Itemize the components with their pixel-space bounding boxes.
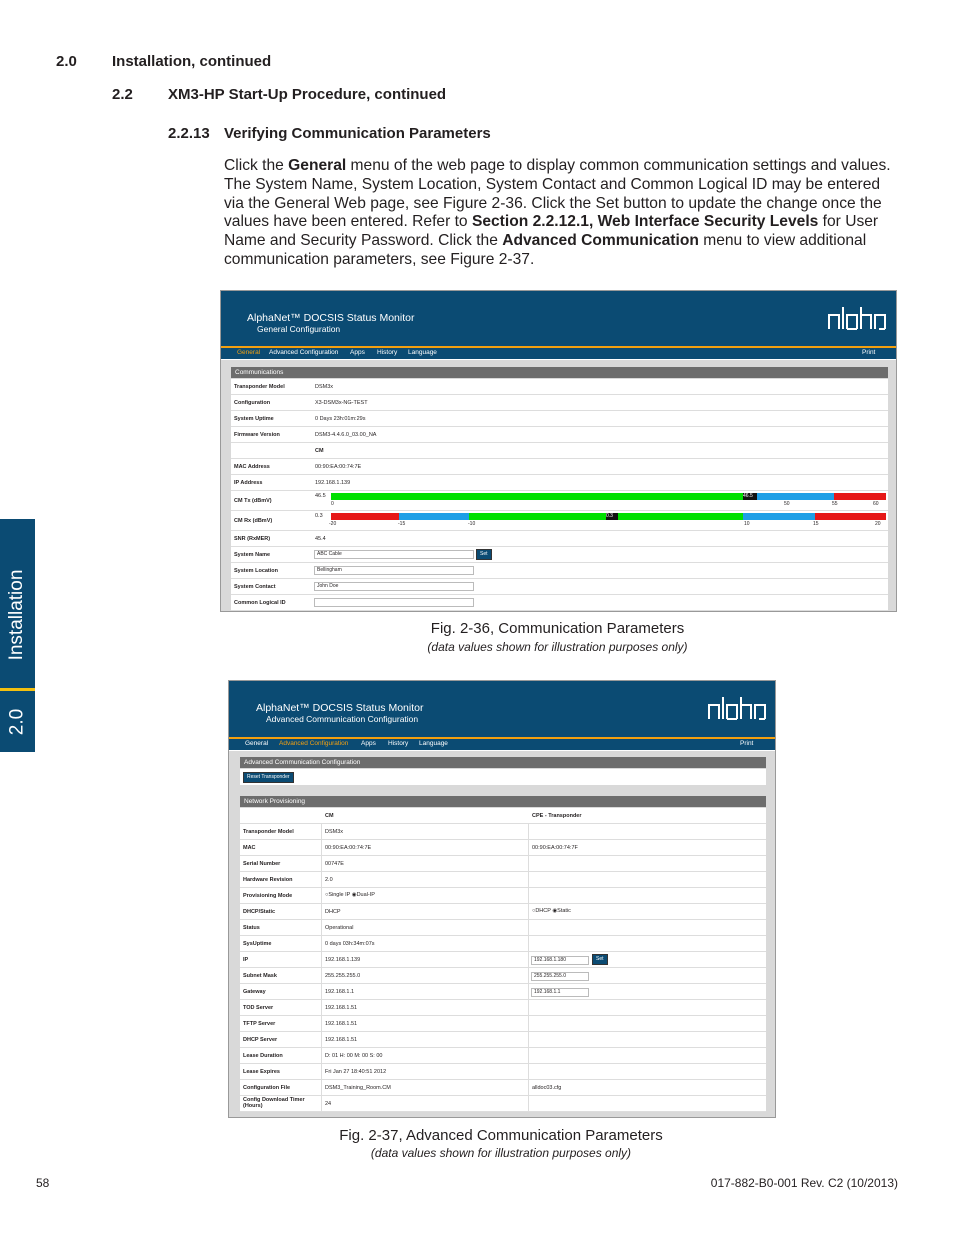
column-divider	[321, 856, 322, 871]
nav-apps[interactable]: Apps	[361, 740, 376, 747]
table-row	[240, 888, 766, 904]
snr-row: SNR (RxMER) 45.4	[231, 531, 888, 547]
cpe-input[interactable]: 255.255.255.0	[531, 972, 589, 981]
table-row: Configuration X3-DSM3x-NG-TEST	[231, 395, 888, 411]
row-label: TFTP Server	[243, 1021, 276, 1027]
figure-2-36-caption: Fig. 2-36, Communication Parameters	[430, 620, 685, 637]
table-row: Transponder Model DSM3x	[231, 379, 888, 395]
cpe-input[interactable]: 192.168.1.1	[531, 988, 589, 997]
nav-history[interactable]: History	[388, 740, 409, 747]
column-divider	[321, 936, 322, 951]
row-label: SysUptime	[243, 941, 272, 947]
banner	[229, 681, 775, 738]
table-row: IP Address 192.168.1.139	[231, 475, 888, 491]
app-title: AlphaNet™ DOCSIS Status Monitor	[256, 702, 424, 714]
rx-red-bar-right	[815, 513, 886, 520]
table-row	[240, 1080, 766, 1096]
common-logical-id-input[interactable]	[314, 598, 474, 607]
row-label: Subnet Mask	[243, 973, 277, 979]
table-row	[240, 968, 766, 984]
heading-section-number: 2.0	[56, 53, 77, 70]
reset-panel	[240, 769, 766, 785]
tx-green-bar	[331, 493, 743, 500]
provisioning-table	[240, 808, 766, 1118]
row-label: IP	[243, 957, 249, 963]
column-divider	[321, 904, 322, 919]
rx-marker: 0.3	[606, 513, 618, 520]
row-label: Transponder Model	[243, 829, 294, 835]
column-divider	[321, 1000, 322, 1015]
nav-print[interactable]: Print	[740, 740, 754, 747]
system-name-input[interactable]: ABC Cable	[314, 550, 474, 559]
row-label: Provisioning Mode	[243, 893, 293, 899]
column-divider	[321, 1032, 322, 1047]
table-row	[240, 1064, 766, 1080]
common-logical-id-row: Common Logical ID	[231, 595, 888, 611]
body-paragraph: Click the General menu of the web page to display common communication settings and values. The System Name, System Location, System Contact and Common Logical ID may be entered via the General Web page, see Figure 2-36. Click the Set button to update the change once the values have been entered. Refer to Section 2.2.12.1, Web Interface Security Levels for User Name and Security Password. Click the Advanced Communication menu to view additional communication parameters, see Figure 2-37.	[224, 157, 891, 268]
system-name-row: System Name ABC Cable Set	[231, 547, 888, 563]
table-row	[240, 856, 766, 872]
table-row: Firmware Version DSM3-4.4.6.0_03.00_NA	[231, 427, 888, 443]
column-divider	[321, 1016, 322, 1031]
section-header: Advanced Communication Configuration	[240, 757, 766, 768]
cm-value: 255.255.255.0	[325, 973, 361, 979]
row-label: MAC	[243, 845, 256, 851]
column-divider	[321, 840, 322, 855]
side-tab-section: Installation	[6, 569, 27, 661]
col-cpe-header: CPE - Transponder	[532, 813, 582, 819]
tx-red-bar	[834, 493, 886, 500]
heading-subsubsection: Verifying Communication Parameters	[224, 125, 491, 142]
system-location-row: System Location Bellingham	[231, 563, 888, 579]
figure-2-37-screenshot	[228, 680, 776, 1118]
row-label: Serial Number	[243, 861, 281, 867]
table-row: CM	[231, 443, 888, 459]
nav-general[interactable]: General	[237, 349, 261, 356]
column-divider	[528, 1064, 529, 1079]
column-divider	[321, 952, 322, 967]
rx-green-bar-right	[618, 513, 743, 520]
cm-value: 00:90:EA:00:74:7E	[325, 845, 372, 851]
row-label: Configuration File	[243, 1085, 291, 1091]
nav-history[interactable]: History	[377, 349, 398, 356]
column-divider	[321, 1080, 322, 1095]
cm-value: Operational	[325, 925, 354, 931]
table-header-row	[240, 808, 766, 824]
row-label: Lease Expires	[243, 1069, 280, 1075]
column-divider	[528, 1032, 529, 1047]
column-divider	[528, 904, 529, 919]
side-tab-divider	[0, 688, 35, 691]
table-row	[240, 1096, 766, 1112]
column-divider	[321, 1048, 322, 1063]
set-button[interactable]: Set	[476, 549, 492, 560]
column-divider	[528, 1080, 529, 1095]
system-contact-row: System Contact John Doe	[231, 579, 888, 595]
table-row	[240, 872, 766, 888]
col-cm-header: CM	[325, 813, 334, 819]
column-divider	[321, 968, 322, 983]
table-row	[240, 824, 766, 840]
nav-general[interactable]: General	[245, 740, 269, 747]
column-divider	[528, 840, 529, 855]
page-number: 58	[36, 1176, 50, 1190]
column-divider	[528, 1016, 529, 1031]
cm-value: DHCP	[325, 909, 341, 915]
table-row	[240, 984, 766, 1000]
column-divider	[528, 984, 529, 999]
column-divider	[528, 1096, 529, 1111]
cm-value: 192.168.1.51	[325, 1037, 358, 1043]
alpha-logo-icon	[827, 303, 889, 333]
column-divider	[528, 888, 529, 903]
rx-red-bar-left	[331, 513, 399, 520]
table-row	[240, 1000, 766, 1016]
cm-value: 192.168.1.51	[325, 1005, 358, 1011]
cm-value: 0 days 03h:34m:07s	[325, 941, 375, 947]
cm-value: 192.168.1.51	[325, 1021, 358, 1027]
cpe-value: alldoc03.cfg	[532, 1085, 562, 1091]
banner	[221, 291, 896, 347]
document-number: 017-882-B0-001 Rev. C2 (10/2013)	[710, 1176, 898, 1190]
figure-2-37-caption: Fig. 2-37, Advanced Communication Parameters	[339, 1127, 663, 1144]
cm-value: Fri Jan 27 18:40:51 2012	[325, 1069, 387, 1075]
nav-language[interactable]: Language	[419, 740, 448, 747]
column-divider	[528, 1048, 529, 1063]
column-divider	[321, 1064, 322, 1079]
column-divider	[321, 920, 322, 935]
heading-subsection-number: 2.2	[112, 86, 133, 103]
row-label: DHCP/Static	[243, 909, 276, 915]
row-label: DHCP Server	[243, 1037, 278, 1043]
column-divider	[528, 824, 529, 839]
nav-advanced-configuration[interactable]: Advanced Configuration	[269, 349, 339, 356]
cm-value: 24	[325, 1101, 332, 1107]
section-header: Communications	[231, 367, 888, 378]
column-divider	[528, 920, 529, 935]
page-title: General Configuration	[257, 324, 341, 334]
cpe-value: 00:90:EA:00:74:7F	[532, 845, 578, 851]
row-label: TOD Server	[243, 1005, 274, 1011]
side-tab	[0, 519, 35, 752]
table-row	[240, 1032, 766, 1048]
table-row	[240, 936, 766, 952]
page-title: Advanced Communication Configuration	[266, 714, 419, 724]
tx-marker: 46.5	[743, 493, 757, 500]
table-row	[240, 904, 766, 920]
cm-value: 2.0	[325, 877, 333, 883]
rx-blue-bar-right	[743, 513, 815, 520]
table-row: System Uptime 0 Days 23h:01m:29s	[231, 411, 888, 427]
cm-value: 00747E	[325, 861, 344, 867]
nav-bar	[229, 737, 775, 750]
column-divider	[321, 1096, 322, 1111]
row-label: Status	[243, 925, 260, 931]
reset-transponder-button[interactable]: Reset Transponder	[243, 772, 294, 783]
table-row: MAC Address 00:90:EA:00:74:7E	[231, 459, 888, 475]
cm-value: 192.168.1.139	[325, 957, 361, 963]
provisioning-mode-options[interactable]: ○Single IP ◉Dual-IP	[325, 892, 375, 898]
column-divider	[528, 968, 529, 983]
column-divider	[528, 1000, 529, 1015]
column-divider	[528, 952, 529, 967]
tx-blue-bar	[757, 493, 834, 500]
figure-2-37-note: (data values shown for illustration purposes only)	[370, 1146, 632, 1160]
rx-blue-bar-left	[399, 513, 469, 520]
nav-bar	[221, 346, 896, 359]
cm-value: DSM3x	[325, 829, 344, 835]
section-header: Network Provisioning	[240, 796, 766, 807]
row-label: Gateway	[243, 989, 266, 995]
table-row	[240, 920, 766, 936]
heading-subsubsection-number: 2.2.13	[168, 125, 210, 142]
cm-rx-row: CM Rx (dBmV) 0.3 0.3 -20 -15 -10 10 15 20	[231, 511, 888, 531]
figure-2-36-note: (data values shown for illustration purposes only)	[427, 640, 688, 654]
row-label: Hardware Revision	[243, 877, 293, 883]
set-button[interactable]: Set	[592, 954, 608, 965]
rx-green-bar-left	[469, 513, 606, 520]
alpha-logo-icon	[707, 693, 769, 723]
system-location-input[interactable]: Bellingham	[314, 566, 474, 575]
figure-2-36-screenshot	[220, 290, 897, 612]
nav-language[interactable]: Language	[408, 349, 437, 356]
column-divider	[528, 936, 529, 951]
column-divider	[528, 856, 529, 871]
cm-value: 192.168.1.1	[325, 989, 355, 995]
nav-apps[interactable]: Apps	[350, 349, 365, 356]
content-area	[221, 360, 896, 611]
nav-print[interactable]: Print	[862, 349, 876, 356]
heading-subsection: XM3-HP Start-Up Procedure, continued	[168, 86, 447, 103]
cpe-input[interactable]: 192.168.1.180	[531, 956, 589, 965]
table-row	[240, 840, 766, 856]
app-title: AlphaNet™ DOCSIS Status Monitor	[247, 312, 415, 324]
table-row	[240, 1048, 766, 1064]
side-tab-number: 2.0	[6, 708, 28, 736]
row-label: Config Download Timer (Hours)	[243, 1097, 305, 1109]
heading-section: Installation, continued	[112, 53, 272, 70]
cm-value: D: 01 H: 00 M: 00 S: 00	[325, 1053, 383, 1059]
table-row	[240, 952, 766, 968]
content-area	[229, 751, 775, 1117]
cm-tx-row: CM Tx (dBmV) 46.5 46.5 0 50 55 60	[231, 491, 888, 511]
column-divider	[528, 872, 529, 887]
column-divider	[321, 872, 322, 887]
nav-advanced-configuration[interactable]: Advanced Configuration	[279, 740, 349, 747]
column-divider	[321, 824, 322, 839]
cm-value: DSM3_Training_Room.CM	[325, 1085, 391, 1091]
system-contact-input[interactable]: John Doe	[314, 582, 474, 591]
table-row	[240, 1016, 766, 1032]
column-divider	[321, 984, 322, 999]
column-divider	[321, 888, 322, 903]
dhcp-static-options[interactable]: ○DHCP ◉Static	[532, 908, 571, 914]
row-label: Lease Duration	[243, 1053, 283, 1059]
